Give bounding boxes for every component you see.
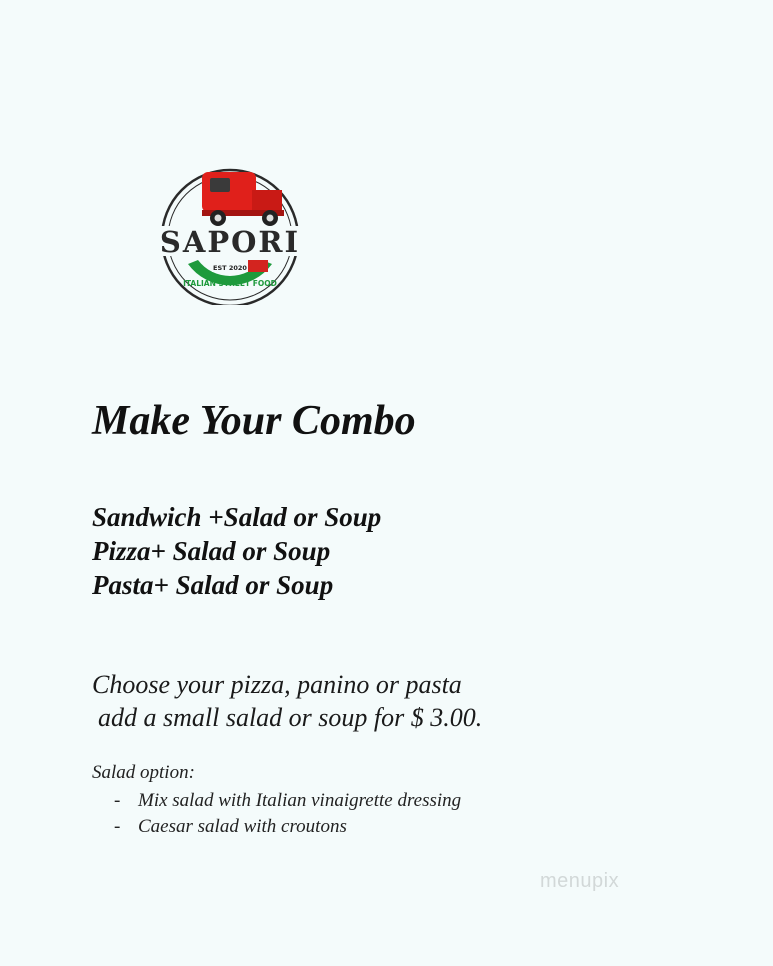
- page-title: Make Your Combo: [92, 398, 416, 444]
- offer-line-2: add a small salad or soup for $ 3.00.: [98, 703, 483, 732]
- salad-options-title: Salad option:: [92, 762, 195, 783]
- combo-offer-text: [92, 668, 482, 734]
- food-truck-icon: [202, 172, 284, 226]
- salad-option-label: Caesar salad with croutons: [138, 816, 347, 837]
- salad-options-list: [114, 788, 461, 840]
- svg-text:ITALIAN STREET FOOD: ITALIAN STREET FOOD: [183, 279, 277, 288]
- sapori-logo: [140, 160, 320, 305]
- salad-option-label: Mix salad with Italian vinaigrette dressing: [138, 790, 462, 811]
- combo-item: Pizza+ Salad or Soup: [92, 536, 331, 566]
- salad-option: [114, 814, 461, 840]
- combo-item: Sandwich +Salad or Soup: [92, 502, 382, 532]
- salad-option: [114, 788, 461, 814]
- svg-text:SAPORI: SAPORI: [159, 225, 301, 259]
- combo-list: [92, 500, 381, 602]
- dash-bullet: -: [114, 816, 121, 837]
- menupix-watermark: menupix: [540, 870, 620, 892]
- dash-bullet: -: [114, 790, 121, 811]
- offer-line-1: Choose your pizza, panino or pasta: [92, 670, 462, 699]
- svg-text:EST 2020: EST 2020: [213, 264, 247, 272]
- combo-item: Pasta+ Salad or Soup: [92, 570, 334, 600]
